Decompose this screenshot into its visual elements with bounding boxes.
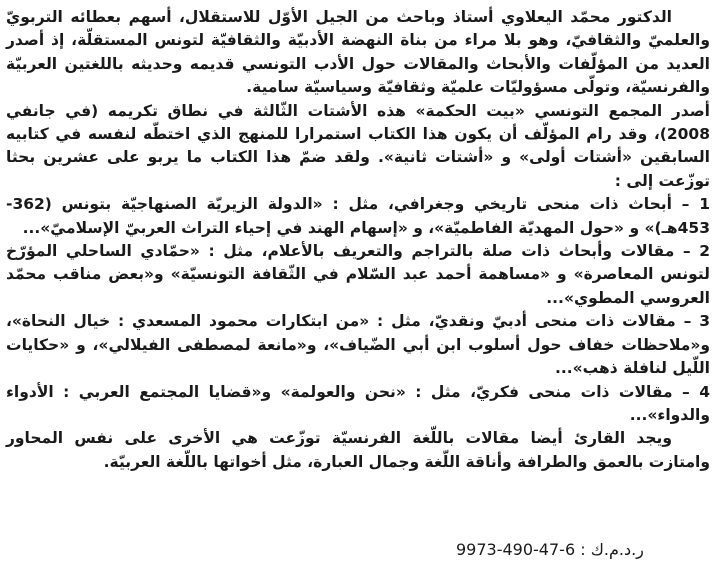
intro-paragraph: الدكتور محمّد اليعلاوي أستاذ وباحث من الجيل الأوّل للاستقلال، أسهم بعطائه التربويّ والعلميّ والثقافيّ، وهو بلا مراء من بناة النهضة الأدبيّة والثقافيّة لتونس المستقلّة، إذ أصدر العديد من المؤلّفات والأبحاث والمقالات حول الأدب التونسي قديمه وحديثه باللغتين العربيّة والفرنسيّة، وتولّى مسؤوليّات علميّة وثقافيّة وسياسيّة سامية. xyxy=(6,8,710,97)
french-articles-paragraph: ويجد القارئ أيضا مقالات باللّغة الفرنسيّة توزّعت هي الأخرى على نفس المحاور وامتازت بالعمق والطرافة وأناقة اللّغة وجمال العبارة، مثل أخواتها باللّغة العربيّة. xyxy=(6,429,710,471)
isbn-label: ر.د.م.ك : xyxy=(580,540,644,559)
book-description xyxy=(6,6,710,474)
list-item-literature: 3 – مقالات ذات منحى أدبيّ ونقديّ، مثل : «من ابتكارات محمود المسعدي : خيال النحاة»، و«ملاحظات خفاف حول أسلوب ابن أبي الضّياف»، و«مانعة لمصطفى الفيلالي»، و «حكايات اللّيل لنافلة ذهب»... xyxy=(6,312,710,378)
isbn xyxy=(456,540,644,559)
list-item-biographies: 2 – مقالات وأبحاث ذات صلة بالتراجم والتعريف بالأعلام، مثل : «حمّادي الساحلي المؤرّخ لتونس المعاصرة» و «مساهمة أحمد عبد السّلام في الثّقافة التونسيّة» و«بعض مناقب محمّد العروسي المطوي»... xyxy=(6,242,710,307)
list-item-history: 1 – أبحاث ذات منحى تاريخي وجغرافي، مثل : «الدولة الزيريّة الصنهاجيّة بتونس (362-453هـ)» و «حول المهديّة الفاطميّة»، و «إسهام الهند في إحياء التراث العربيّ الإسلاميّ»... xyxy=(6,195,710,237)
list-item-thought: 4 – مقالات ذات منحى فكريّ، مثل : «نحن والعولمة» و«قضايا المجتمع العربي : الأدواء والدواء»... xyxy=(6,382,710,424)
isbn-number: 9973-490-47-6 xyxy=(456,540,576,559)
publisher-paragraph: أصدر المجمع التونسي «بيت الحكمة» هذه الأشتات الثّالثة في نطاق تكريمه (في جانفي 2008)، وقد رام المؤلّف أن يكون هذا الكتاب استمرارا للمنهج الذي اختطّه لنفسه في كتابيه السابقين «أشتات أولى» و «أشتات ثانية». ولقد ضمّ هذا الكتاب ما يربو على عشرين بحثا توزّعت إلى : xyxy=(6,101,710,190)
